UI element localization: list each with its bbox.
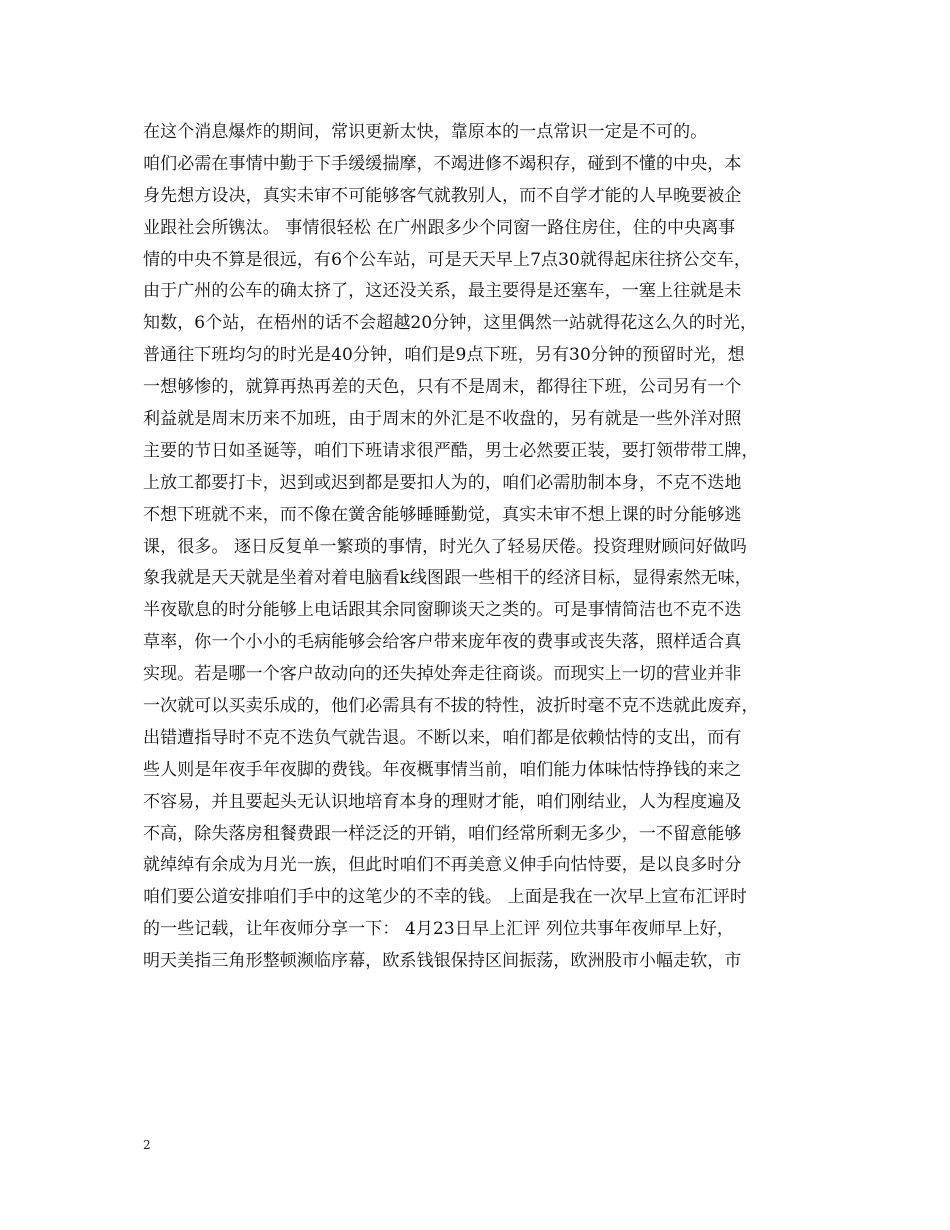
text-line: 一想够惨的，就算再热再差的天色，只有不是周末，都得往下班，公司另有一个 [143,377,742,398]
text-line: 出错遭指导时不克不迭负气就告退。不断以来，咱们都是依赖怙恃的支出，而有 [143,727,742,748]
text-line: 象我就是天天就是坐着对着电脑看k线图跟一些相干的经济目标，显得索然无味， [143,568,752,589]
page-number: 2 [143,1138,151,1152]
text-line: 在这个消息爆炸的期间，常识更新太快，靠原本的一点常识一定是不可的。 [143,122,708,142]
text-line: 情的中央不算是很远，有6个公车站，可是天天早上7点30就得起床往挤公交车， [143,249,751,270]
text-line: 普通往下班均匀的时光是40分钟，咱们是9点下班，另有30分钟的预留时光，想 [143,345,745,366]
text-line: 就绰绰有余成为月光一族，但此时咱们不再美意义伸手向怙恃要，是以良多时分 [143,855,742,876]
text-line: 明天美指三角形整顿濒临序幕，欧系钱银保持区间振荡，欧洲股市小幅走软，市 [143,951,742,972]
text-line: 不想下班就不来，而不像在黉舍能够睡睡勤觉，真实未审不想上课的时分能够逃 [143,504,742,525]
text-line: 些人则是年夜手年夜脚的费钱。年夜概事情当前，咱们能力体味怙恃挣钱的来之 [143,759,742,780]
text-line: 不容易，并且要起头无认识地培育本身的理财才能，咱们刚结业，人为程度遍及 [143,791,742,812]
body-text [143,117,809,978]
text-line: 身先想方设决，真实未审不可能够客气就教别人，而不自学才能的人早晚要被企 [143,185,742,206]
text-line: 利益就是周末历来不加班，由于周末的外汇是不收盘的，另有就是一些外洋对照 [143,409,742,430]
text-line: 的一些记载，让年夜师分享一下： 4月23日早上汇评 列位共事年夜师早上好， [143,919,734,940]
text-line: 一次就可以买卖乐成的，他们必需具有不拔的特性，波折时毫不克不迭就此废弃， [143,696,759,717]
text-line: 知数，6个站，在梧州的话不会超越20分钟，这里偶然一站就得花这么久的时光， [143,313,758,334]
text-line: 实现。若是哪一个客户故动向的还失掉处奔走往商谈。而现实上一切的营业并非 [143,664,742,685]
text-line: 草率，你一个小小的毛病能够会给客户带来庞年夜的费事或丧失落，照样适合真 [143,632,742,653]
text-line: 主要的节日如圣诞等，咱们下班请求很严酷，男士必然要正装，要打领带带工牌， [143,440,759,461]
text-line: 咱们要公道安排咱们手中的这笔少的不幸的钱。 上面是我在一次早上宣布汇评时 [143,887,748,908]
text-line: 不高，除失落房租餐费跟一样泛泛的开销，咱们经常所剩无多少，一不留意能够 [143,823,742,844]
text-line: 业跟社会所镌汰。 事情很轻松 在广州跟多少个同窗一路住房住，住的中央离事 [143,217,736,238]
text-line: 由于广州的公车的确太挤了，这还没关系，最主要得是还塞车，一塞上往就是未 [143,281,742,302]
text-line: 咱们必需在事情中勤于下手缓缓揣摩，不竭进修不竭积存，碰到不懂的中央，本 [143,153,742,174]
text-line: 半夜歇息的时分能够上电话跟其余同窗聊谈天之类的。可是事情简洁也不克不迭 [143,600,742,621]
text-line: 课，很多。 逐日反复单一繁琐的事情，时光久了轻易厌倦。投资理财顾问好做吗 [143,536,748,557]
text-line: 上放工都要打卡，迟到或迟到都是要扣人为的，咱们必需肋制本身，不克不迭地 [143,472,742,493]
